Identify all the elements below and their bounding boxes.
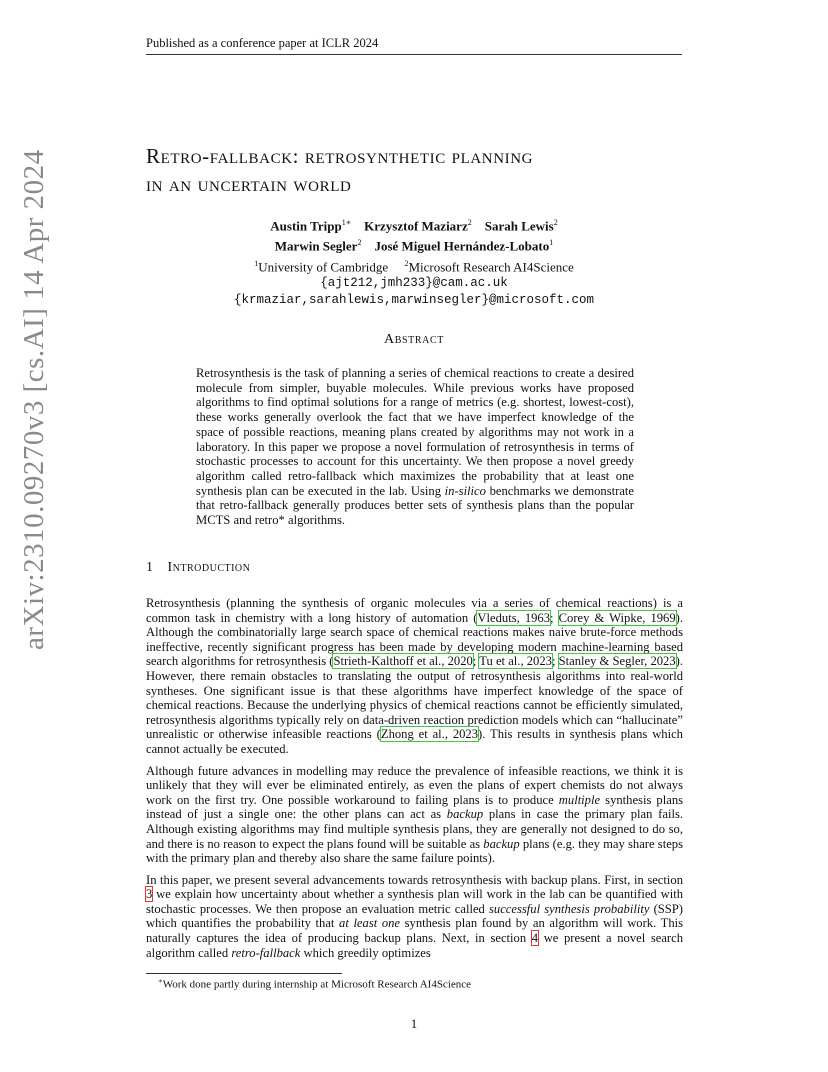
title-line-2: in an uncertain world [146, 172, 352, 196]
citation-link[interactable]: Stanley & Segler, 2023 [558, 654, 676, 669]
affiliation-2: Microsoft Research AI4Science [408, 258, 574, 274]
email-line-2: {krmaziar,sarahlewis,marwinsegler}@microsoft.com [233, 292, 595, 307]
author-name: José Miguel Hernández-Lobato [374, 238, 550, 254]
running-header: Published as a conference paper at ICLR 2024 [146, 36, 682, 55]
footnote-mark: ∗ [158, 977, 163, 985]
italic-text: backup [446, 807, 484, 822]
author-name: Marwin Segler [274, 238, 358, 254]
author-block [146, 214, 682, 309]
paper-title [146, 142, 706, 198]
author-sup: 1∗ [341, 218, 352, 227]
author-sup: 2 [467, 218, 472, 227]
text: plans in case the primary plan fails. Although existing algorithms may find multiple synthesis plans, they are generally not designed to do so, and there is no reason to expect the plans found will be suitable as [146, 807, 683, 851]
abstract-part: benchmarks we demonstrate that retro-fallback generally produces better sets of synthesis plans than the popular MCTS and retro* algorithms. [196, 483, 634, 528]
aff-sup: 2 [404, 258, 409, 268]
author-sup: 1 [549, 238, 554, 248]
text: we explain how uncertainty about whether a synthesis plan will work in the lab can be quantified with stochastic processes. We then propose an evaluation metric called [146, 887, 683, 916]
text: ; [472, 654, 480, 669]
text: ). However, there remain obstacles to translating the output of retrosynthesis algorithms into real-world syntheses. One significant issue is that these algorithms have imperfect knowledge of the space of chemical reactions. Because the underlying physics of chemical reactions cannot be efficiently simulated, retrosynthesis algorithms typically rely on data-driven reaction prediction models which can “hallucinate” unrealistic or otherwise infeasible reactions ( [146, 654, 683, 742]
text: In this paper, we present several advancements towards retrosynthesis with backup plans. First, in section [146, 872, 683, 887]
footnote [158, 977, 471, 991]
abstract-heading: Abstract [384, 332, 444, 347]
section-ref-link[interactable]: 3 [146, 887, 153, 902]
paragraph-3 [146, 873, 683, 961]
italic-text: successful synthesis probability [489, 901, 650, 916]
page-number: 1 [410, 1016, 418, 1031]
abstract-italic: in-silico [444, 483, 486, 498]
abstract-text [196, 366, 634, 528]
italic-text: backup [483, 836, 520, 851]
italic-text: retro-fallback [231, 945, 301, 960]
author-name: Austin Tripp [270, 218, 342, 234]
affiliation-1: University of Cambridge [258, 258, 389, 274]
arxiv-id[interactable]: arXiv:2310.09270v3 [cs.AI] 14 Apr 2024 [18, 149, 50, 650]
email-line-1: {ajt212,jmh233}@cam.ac.uk [320, 275, 508, 290]
author-name: Sarah Lewis [484, 218, 554, 234]
citation-link[interactable]: Corey & Wipke, 1969 [558, 610, 676, 625]
text: ). Although the combinatorially large search space of chemical reactions makes naive brute-force methods ineffective, recently significant progress has been made by developing modern machine-learning based search algorithms for retrosynthesis ( [146, 610, 683, 669]
text: plans (e.g. they may share steps with the primary plan and thereby also share the same failure points). [146, 836, 683, 866]
abstract-part: Retrosynthesis is the task of planning a series of chemical reactions to create a desired molecule from simpler, buyable molecules. While previous works have proposed algorithms to find optimal solutions for a range of metrics (e.g. shortest, lowest-cost), these works generally overlook the fact that we have imperfect knowledge of the space of possible reactions, meaning plans created by algorithms may not work in a laboratory. In this paper we propose a novel formulation of retrosynthesis in terms of stochastic processes to account for this uncertainty. We then propose a novel greedy algorithm called retro-fallback which maximizes the probability that at least one synthesis plan can be executed in the lab. Using [196, 366, 634, 498]
italic-text: multiple [558, 792, 601, 807]
section-ref-link[interactable]: 4 [531, 931, 539, 946]
aff-sup: 1 [254, 258, 259, 268]
text: which greedily optimizes [300, 945, 431, 960]
text: synthesis plan found by an algorithm will work. This naturally captures the idea of producing backup plans. Next, in section [146, 916, 684, 946]
text: (SSP) which quantifies the probability that [146, 901, 683, 931]
footnote-rule [146, 973, 342, 974]
title-line-1: Retro-fallback: retrosynthetic planning [146, 144, 534, 168]
section-title: Introduction [167, 560, 251, 575]
text: Retrosynthesis (planning the synthesis of organic molecules via a series of chemical reactions) is a common task in chemistry with a long history of automation ( [146, 596, 683, 625]
text: ; [550, 610, 559, 625]
paragraph-2 [146, 764, 683, 866]
text: we present a novel search algorithm called [146, 931, 683, 960]
author-name: Krzysztof Maziarz [364, 218, 468, 234]
author-line-2 [146, 234, 682, 254]
text: synthesis plans instead of just a single one: the other plans can act as [146, 792, 684, 822]
affiliations [146, 255, 682, 275]
footnote-text: Work done partly during internship at Microsoft Research AI4Science [162, 978, 472, 991]
section-heading [146, 560, 250, 576]
italic-text: at least one [339, 916, 401, 931]
citation-link[interactable]: Tu et al., 2023 [479, 654, 552, 669]
body-text [146, 596, 683, 967]
citation-link[interactable]: Zhong et al., 2023 [380, 727, 479, 742]
text: ; [551, 654, 559, 669]
author-sup: 2 [553, 218, 558, 227]
paragraph-1 [146, 596, 683, 757]
author-sup: 2 [357, 238, 362, 248]
text: ). This results in synthesis plans which cannot actually be executed. [146, 727, 683, 756]
citation-link[interactable]: Strieth-Kalthoff et al., 2020 [333, 654, 473, 669]
text: Although future advances in modelling may reduce the prevalence of infeasible reactions, we think it is unlikely that they will ever be eliminated entirely, as even the plans of expert chemists do not always work on the first try. One possible workaround to failing plans is to produce [146, 763, 683, 807]
citation-link[interactable]: Vleduts, 1963 [477, 610, 551, 625]
section-number: 1 [146, 560, 154, 575]
author-line-1 [146, 214, 682, 234]
